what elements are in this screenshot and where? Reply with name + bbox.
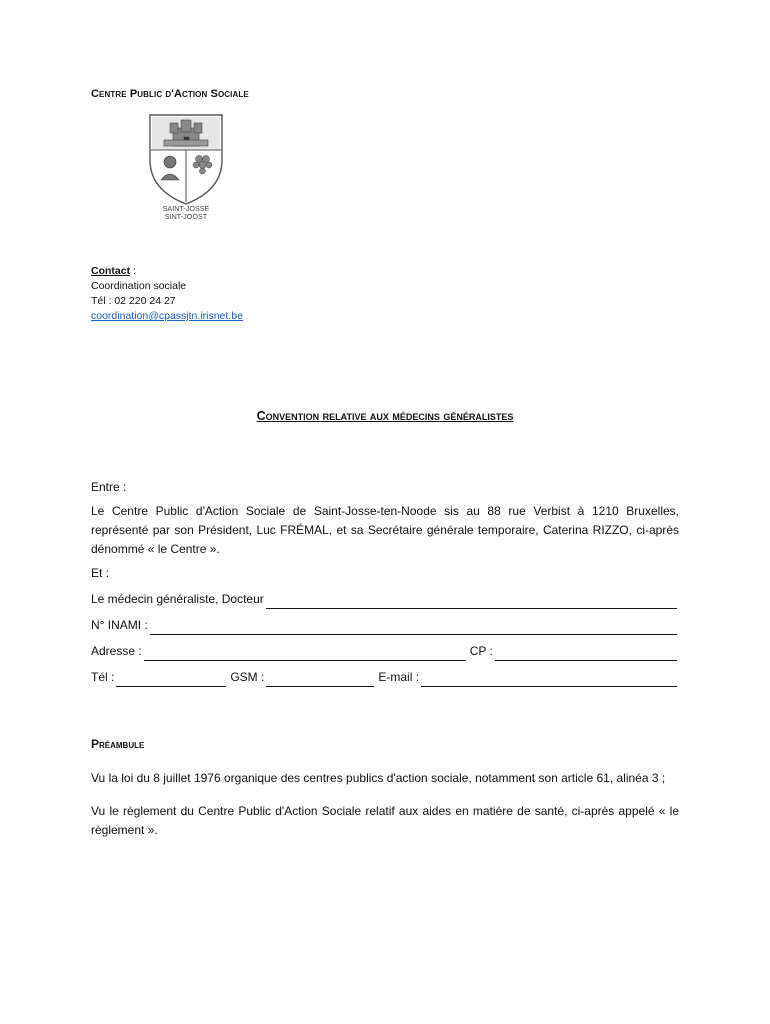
email-field[interactable] (421, 673, 677, 687)
address-label: Adresse : (91, 644, 142, 658)
contact-email-link[interactable]: coordination@cpassjtn.irisnet.be (91, 310, 243, 322)
gsm-field[interactable] (266, 673, 374, 687)
preambule-paragraph-1: Vu la loi du 8 juillet 1976 organique des centres publics d'action sociale, notamment son article 61, alinéa 3 ; (91, 771, 666, 785)
preambule-paragraph-2: Vu le règlement du Centre Public d'Action Sociale relatif aux aides en matière de santé, ci-après appelé « le règlement ». (91, 804, 679, 837)
contact-department: Coordination sociale (91, 280, 187, 292)
cp-field[interactable] (495, 647, 677, 661)
doctor-name-field[interactable] (266, 595, 677, 609)
entre-label: Entre : (91, 480, 127, 494)
doctor-name-label: Le médecin généraliste, Docteur (91, 592, 264, 606)
et-label: Et : (91, 566, 110, 580)
coat-of-arms-logo (146, 112, 226, 222)
address-row (91, 642, 679, 661)
tel-label: Tél : (91, 670, 115, 684)
cp-label: CP : (469, 644, 493, 658)
document-title: Convention relative aux médecins généralistes (256, 409, 514, 423)
gsm-label: GSM : (230, 670, 265, 684)
contact-heading (91, 264, 243, 279)
contact-phone: Tél : 02 220 24 27 (91, 295, 176, 307)
inami-label: N° INAMI : (91, 618, 148, 632)
logo-text-1: SAINT-JOSSE (162, 204, 210, 213)
contact-block (91, 264, 243, 324)
organization-name: Centre Public d'Action Sociale (91, 88, 249, 100)
inami-row (91, 616, 679, 635)
tel-field[interactable] (116, 673, 226, 687)
contact-label-suffix: : (130, 265, 136, 277)
party-one-paragraph: Le Centre Public d'Action Sociale de Saint-Josse-ten-Noode sis au 88 rue Verbist à 1210 Bruxelles, représenté par son Président, Luc FRÉMAL, et sa Secrétaire générale temporaire, Caterina RIZZO, ci-après dénommé « le Centre ». (91, 504, 679, 556)
preambule-heading: Préambule (91, 737, 145, 751)
address-field[interactable] (144, 647, 466, 661)
inami-field[interactable] (150, 621, 677, 635)
email-label: E-mail : (378, 670, 420, 684)
doctor-name-row (91, 590, 679, 609)
contact-label: Contact (91, 265, 131, 277)
contact-fields-row (91, 668, 679, 687)
logo-text-2: SINT-JOOST (164, 212, 208, 221)
